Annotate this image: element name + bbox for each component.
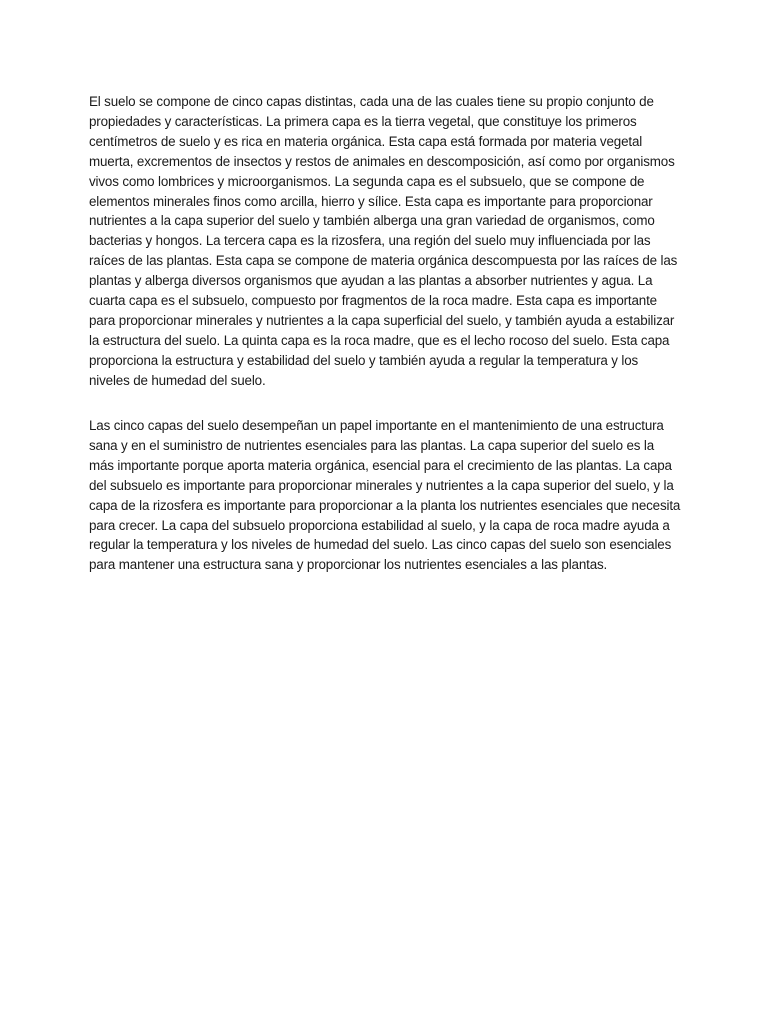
paragraph-soil-importance: Las cinco capas del suelo desempeñan un papel importante en el mantenimiento de una estructura sana y en el suministro de nutrientes esenciales para las plantas. La capa superior del suelo es la más importante porque aporta materia orgánica, esencial para el crecimiento de las plantas. La capa del subsuelo es importante para proporcionar minerales y nutrientes a la capa superior del suelo, y la capa de la rizosfera es importante para proporcionar a la planta los nutrientes esenciales que necesita para crecer. La capa del subsuelo proporciona estabilidad al suelo, y la capa de roca madre ayuda a regular la temperatura y los niveles de humedad del suelo. Las cinco capas del suelo son esenciales para mantener una estructura sana y proporcionar los nutrientes esenciales a las plantas. [89, 418, 681, 573]
paragraph-soil-layers: El suelo se compone de cinco capas distintas, cada una de las cuales tiene su propio conjunto de propiedades y características. La primera capa es la tierra vegetal, que constituye los primeros centímetros de suelo y es rica en materia orgánica. Esta capa está formada por materia vegetal muerta, excrementos de insectos y restos de animales en descomposición, así como por organismos vivos como lombrices y microorganismos. La segunda capa es el subsuelo, que se compone de elementos minerales finos como arcilla, hierro y sílice. Esta capa es importante para proporcionar nutrientes a la capa superior del suelo y también alberga una gran variedad de organismos, como bacterias y hongos. La tercera capa es la rizosfera, una región del suelo muy influenciada por las raíces de las plantas. Esta capa se compone de materia orgánica descompuesta por las raíces de las plantas y alberga diversos organismos que ayudan a las plantas a absorber nutrientes y agua. La cuarta capa es el subsuelo, compuesto por fragmentos de la roca madre. Esta capa es importante para proporcionar minerales y nutrientes a la capa superficial del suelo, y también ayuda a estabilizar la estructura del suelo. La quinta capa es la roca madre, que es el lecho rocoso del suelo. Esta capa proporciona la estructura y estabilidad del suelo y también ayuda a regular la temperatura y los niveles de humedad del suelo. [89, 94, 678, 388]
